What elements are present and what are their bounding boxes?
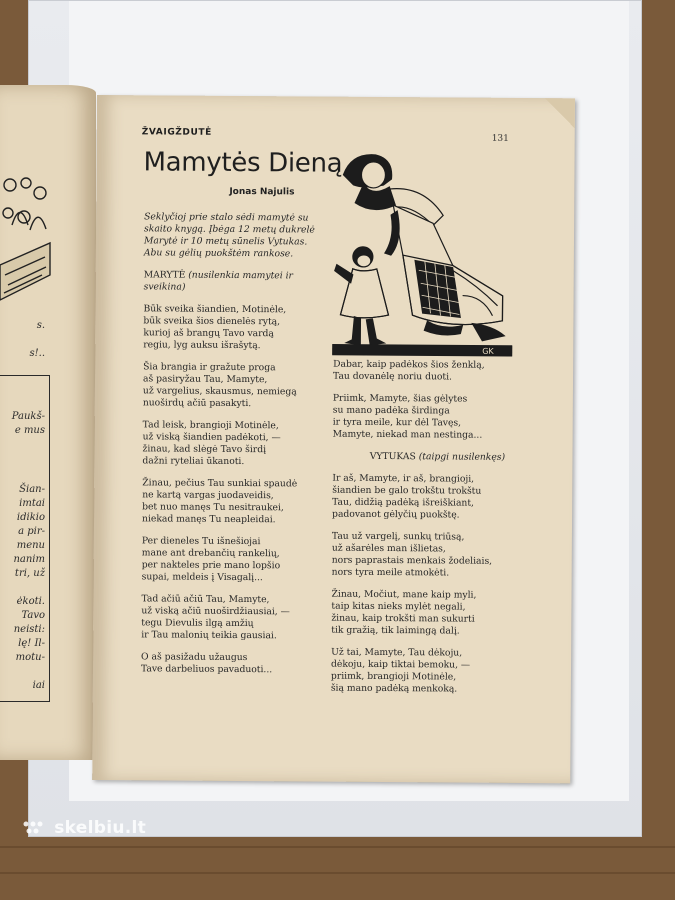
stanza: Ir aš, Mamyte, ir aš, brangioji, šiandien be galo trokštu trokštu Tau, didžią padėką išreiškiant, padovanot gėlyčių puokštę. <box>332 472 482 521</box>
left-fragment: lę! Il- <box>18 638 45 649</box>
left-fragment: tri, už <box>14 568 45 579</box>
mother-and-child-illustration <box>332 145 514 371</box>
stanza: O aš pasižadu užaugus Tave darbeliuos pavaduoti... <box>140 651 273 676</box>
stanza: Būk sveika šiandien, Motinėle, būk sveika šios dienelės rytą, kurioj aš brangų Tavo vardą regiu, lyg auksu išrašytą. <box>143 303 287 352</box>
magazine-page <box>92 95 575 783</box>
left-fragment: nanim <box>13 554 45 565</box>
stanza: Šia brangia ir gražute proga aš pasiryžau Tau, Mamyte, už vargelius, skausmus, nemiegą nuoširdų ačiū pasakyti. <box>142 361 297 410</box>
watermark-logo <box>22 818 146 838</box>
left-fragment: Tavo <box>21 610 45 621</box>
magazine-header: ŽVAIGŽDUTĖ <box>141 127 212 138</box>
left-fragment: neisti: <box>13 624 45 635</box>
speaker-vytukas: VYTUKAS (taipgi nusilenkęs) <box>369 450 506 463</box>
stanza: Už tai, Mamyte, Tau dėkoju, dėkoju, kaip tiktai bemoku, — priimk, brangioji Motinėle, šią mano padėką menkoką. <box>330 646 471 695</box>
left-fragment: Paukš- <box>11 411 45 422</box>
page-number: 131 <box>491 133 509 144</box>
left-fragment: iai <box>32 680 45 691</box>
poem-author: Jonas Najulis <box>229 186 295 198</box>
speaker-maryte: MARYTĖ (nusilenkia mamytei ir sveikina) <box>143 269 293 293</box>
left-fragment: idikio <box>16 512 45 523</box>
left-fragment: s!.. <box>29 348 45 359</box>
stanza: Dabar, kaip padėkos šios ženklą, Tau dovanėlę noriu duoti. <box>333 358 485 383</box>
illustration-signature: GK <box>482 346 494 356</box>
watermark-dots-icon <box>22 819 48 837</box>
left-fragment: motu- <box>15 652 45 663</box>
left-fragment: e mus <box>14 425 45 436</box>
watermark-text: skelbiu.lt <box>54 818 147 838</box>
stanza: Žinau, pečius Tau sunkiai spaudė ne kartą vargas juodaveidis, bet nuo manęs Tu nesitraukei, niekad manęs Tu neapleidai. <box>142 477 298 526</box>
left-fragment: a pir- <box>18 526 45 537</box>
stanza: Žinau, Močiut, mane kaip myli, taip kitas nieks mylėt negali, žinau, kaip trokšti man sukurti tik gražią, tik laimingą dalį. <box>331 588 477 637</box>
left-fragment: menu <box>16 540 45 551</box>
left-fragment: ėkoti. <box>16 596 45 607</box>
stage-direction-intro: Seklyčioj prie stalo sėdi mamytė su skaito knygą. Įbėga 12 metų dukrelė Marytė ir 10 metų sūnelis Vytukas. Abu su gėlių puokštėm rankose. <box>143 211 315 260</box>
left-fragment: s. <box>36 320 45 331</box>
stanza: Tau už vargelį, sunkų triūsą, už ašarėles man išlietas, nors paprastais menkais žodeliais, nors tyra meile atmokėti. <box>331 530 493 579</box>
left-fragment: Šian- <box>19 484 45 495</box>
left-page-illustration <box>0 125 52 315</box>
stanza: Priimk, Mamyte, šias gėlytes su mano padėka širdinga ir tyra meile, kur dėl Tavęs, Mamyte, niekad man nestinga... <box>332 392 483 441</box>
poem-title: Mamytės Dieną <box>143 147 343 179</box>
left-page <box>0 85 96 760</box>
right-column <box>331 359 543 706</box>
left-fragment: imtai <box>19 498 45 509</box>
stanza: Per dieneles Tu išnešiojai mane ant drebančių rankelių, per nakteles prie mano lopšio supai, meldeis į Visagalį... <box>141 535 281 584</box>
stanza: Tad ačiū ačiū Tau, Mamyte, už viską ačiū nuoširdžiausiai, — tegu Dievulis ilgą amžių ir Tau malonių teikia gausiai. <box>141 593 290 642</box>
stanza: Tad leisk, brangioji Motinėle, už viską šiandien padėkoti, — žinau, kad slėgė Tavo širdį dažni ryteliai ūkanoti. <box>142 419 281 468</box>
left-column <box>141 211 334 686</box>
